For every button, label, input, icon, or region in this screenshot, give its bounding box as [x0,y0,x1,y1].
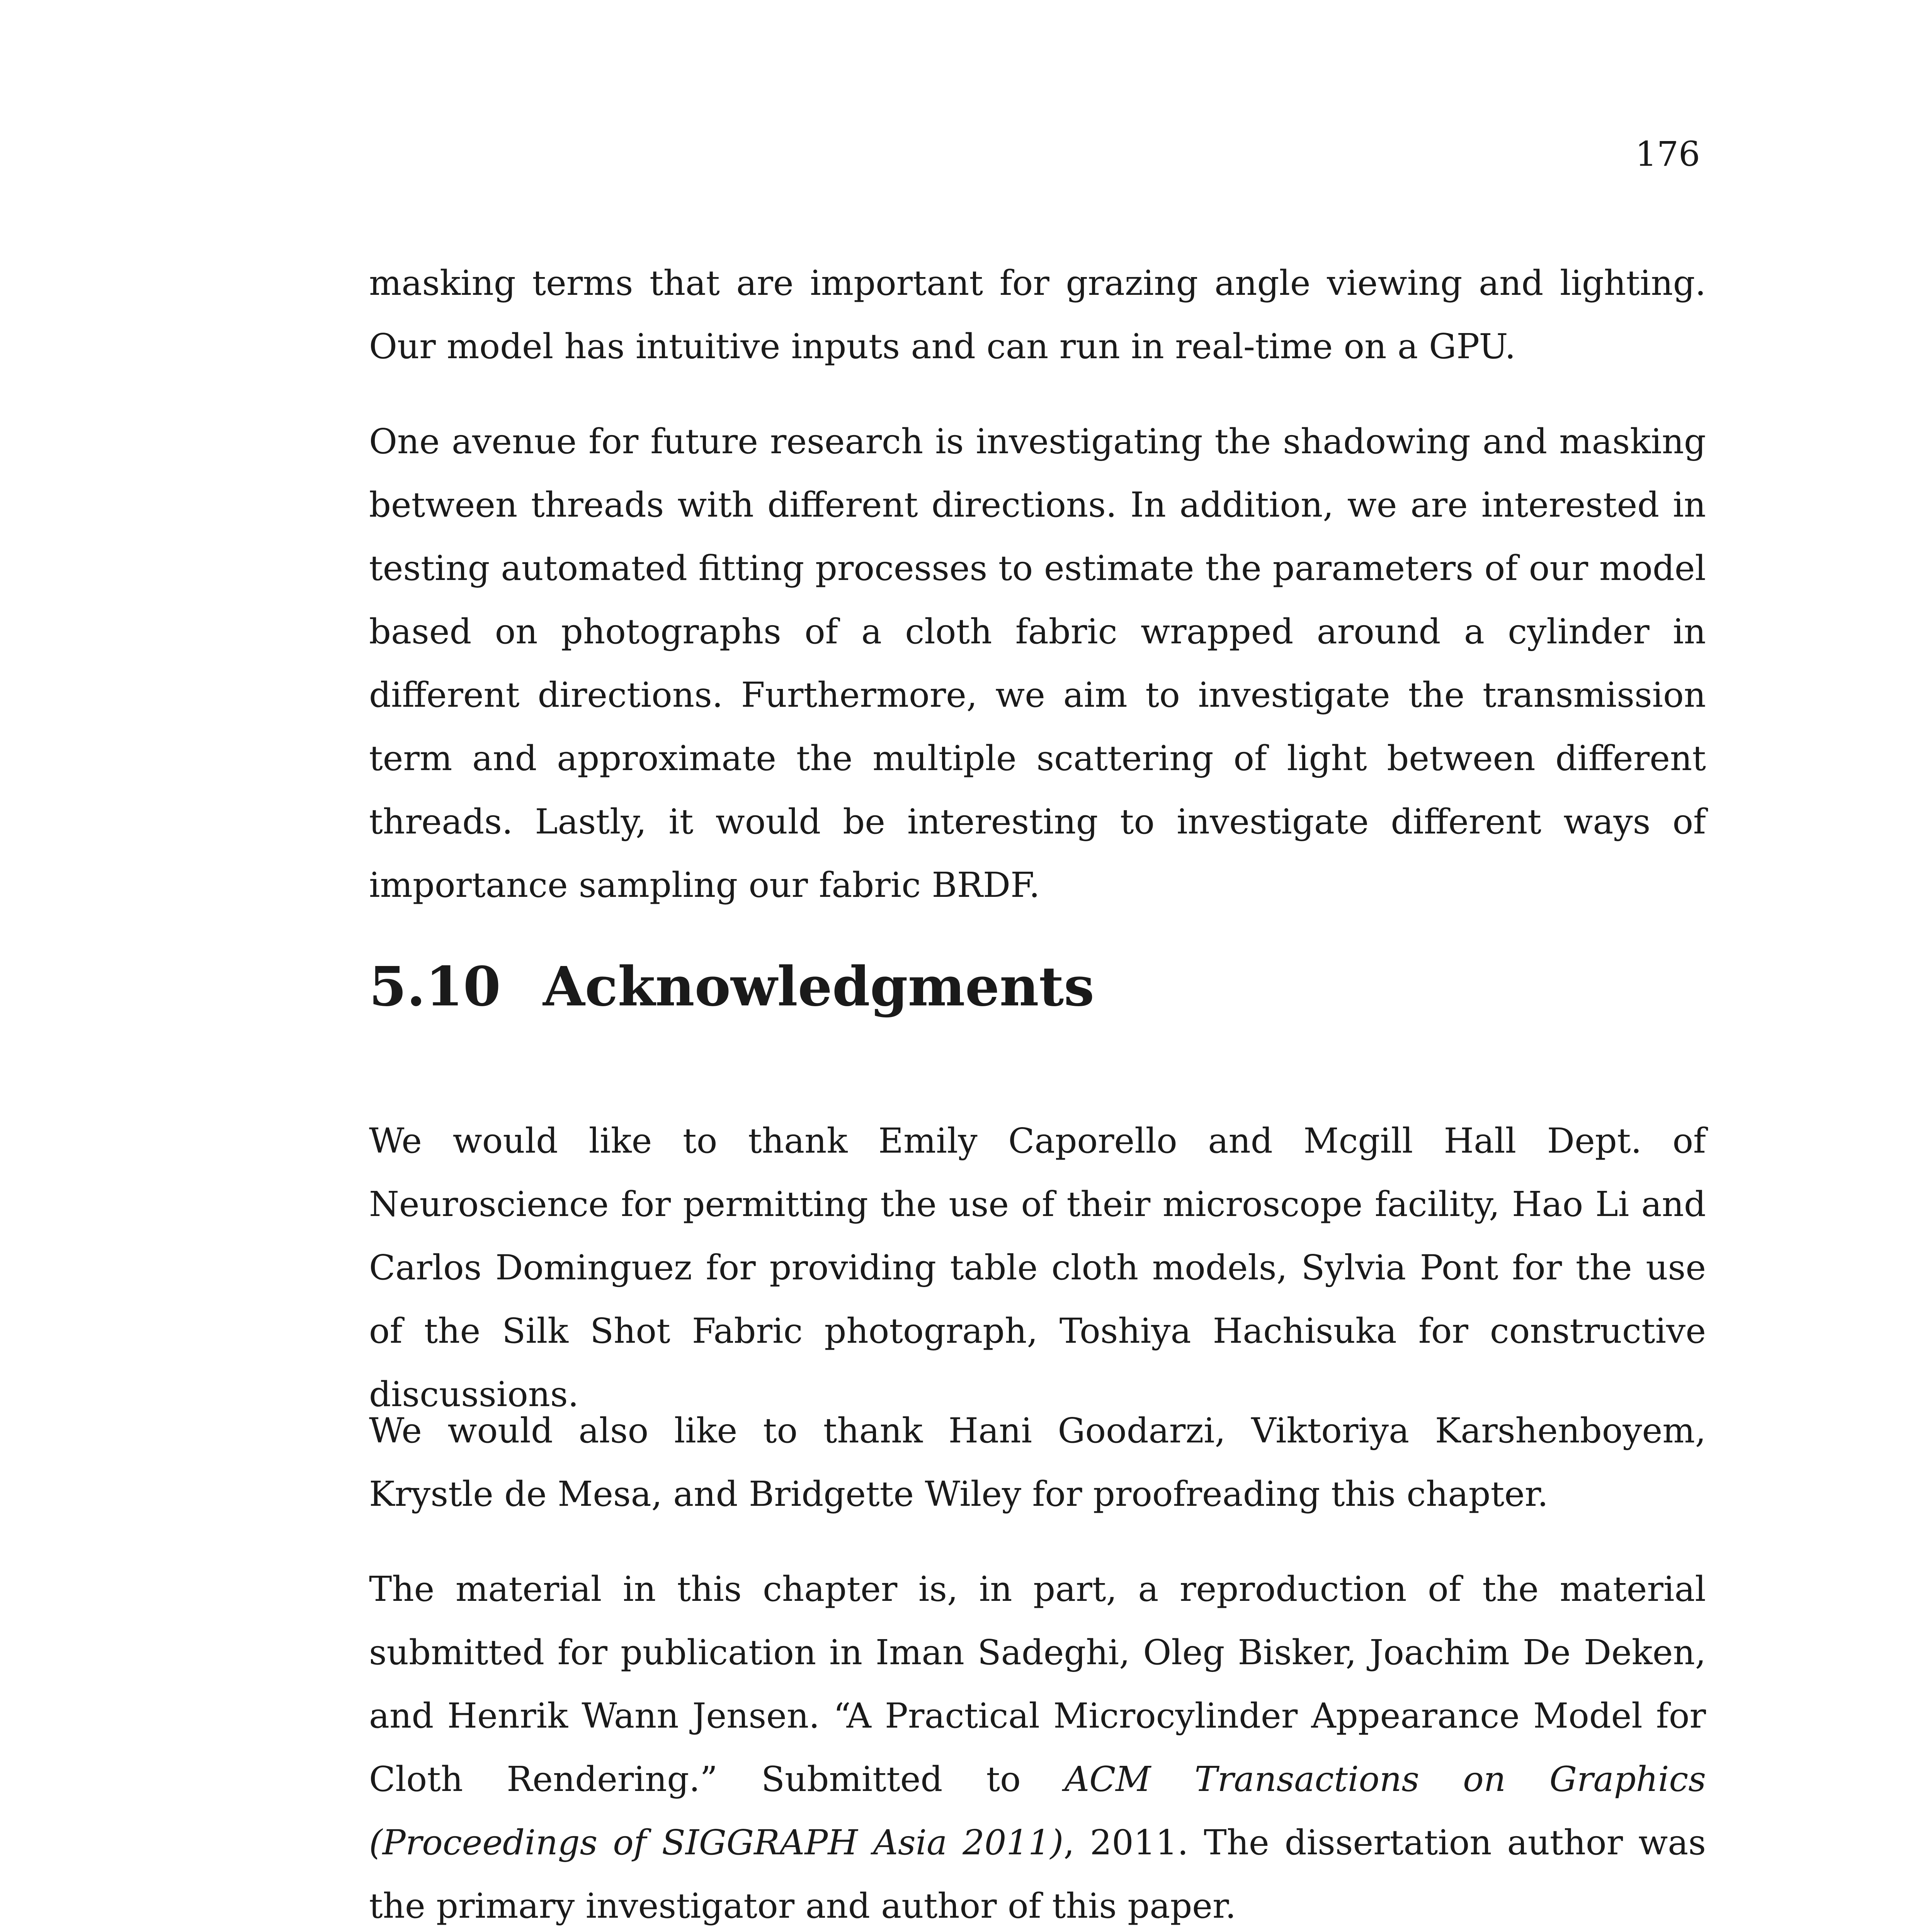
body-paragraph [369,410,1706,917]
publication-note-text: The material in this chapter is, in part, a reproduction of the material submitted for publication in Iman Sadeghi, Oleg Bisker, Joachim De Deken, and Henrik Wann Jensen. “A Practical Microcylinder Appearance Model for Cloth Rendering.” Submitted to [369,1569,1706,1799]
page-number: 176 [1635,134,1700,174]
publication-note-paragraph [369,1557,1706,1932]
section-title: Acknowledgments [543,955,1095,1019]
section-number: 5.10 [369,955,501,1019]
paragraph-text: One avenue for future research is investigating the shadowing and masking between threads with different directions. In addition, we are interested in testing automated fitting processes to estimate the parameters of our model based on photographs of a cloth fabric wrapped around a cylinder in different directions. Furthermore, we aim to investigate the transmission term and approximate the multiple scattering of light between different threads. Lastly, it would be interesting to investigate different ways of importance sampling our fabric BRDF. [369,421,1706,905]
publication-venue: ACM Transactions on Graphics (Proceedings of SIGGRAPH Asia 2011) [369,1759,1706,1862]
publication-note-text-end: , 2011. The dissertation author was the primary investigator and author of this paper. [369,1822,1706,1926]
acknowledgment-paragraph [369,1399,1706,1526]
acknowledgment-paragraph [369,1109,1706,1426]
paragraph-text: We would like to thank Emily Caporello and Mcgill Hall Dept. of Neuroscience for permitting the use of their microscope facility, Hao Li and Carlos Dominguez for providing table cloth models, Sylvia Pont for the use of the Silk Shot Fabric photograph, Toshiya Hachisuka for constructive discussions. [369,1121,1706,1414]
body-paragraph [369,251,1706,378]
section-heading [369,954,1094,1019]
paragraph-text: We would also like to thank Hani Goodarzi, Viktoriya Karshenboyem, Krystle de Mesa, and Bridgette Wiley for proofreading this chapter. [369,1410,1706,1514]
paragraph-text [369,1557,1706,1932]
paragraph-text: masking terms that are important for grazing angle viewing and lighting. Our model has intuitive inputs and can run in real-time on a GPU. [369,263,1706,366]
